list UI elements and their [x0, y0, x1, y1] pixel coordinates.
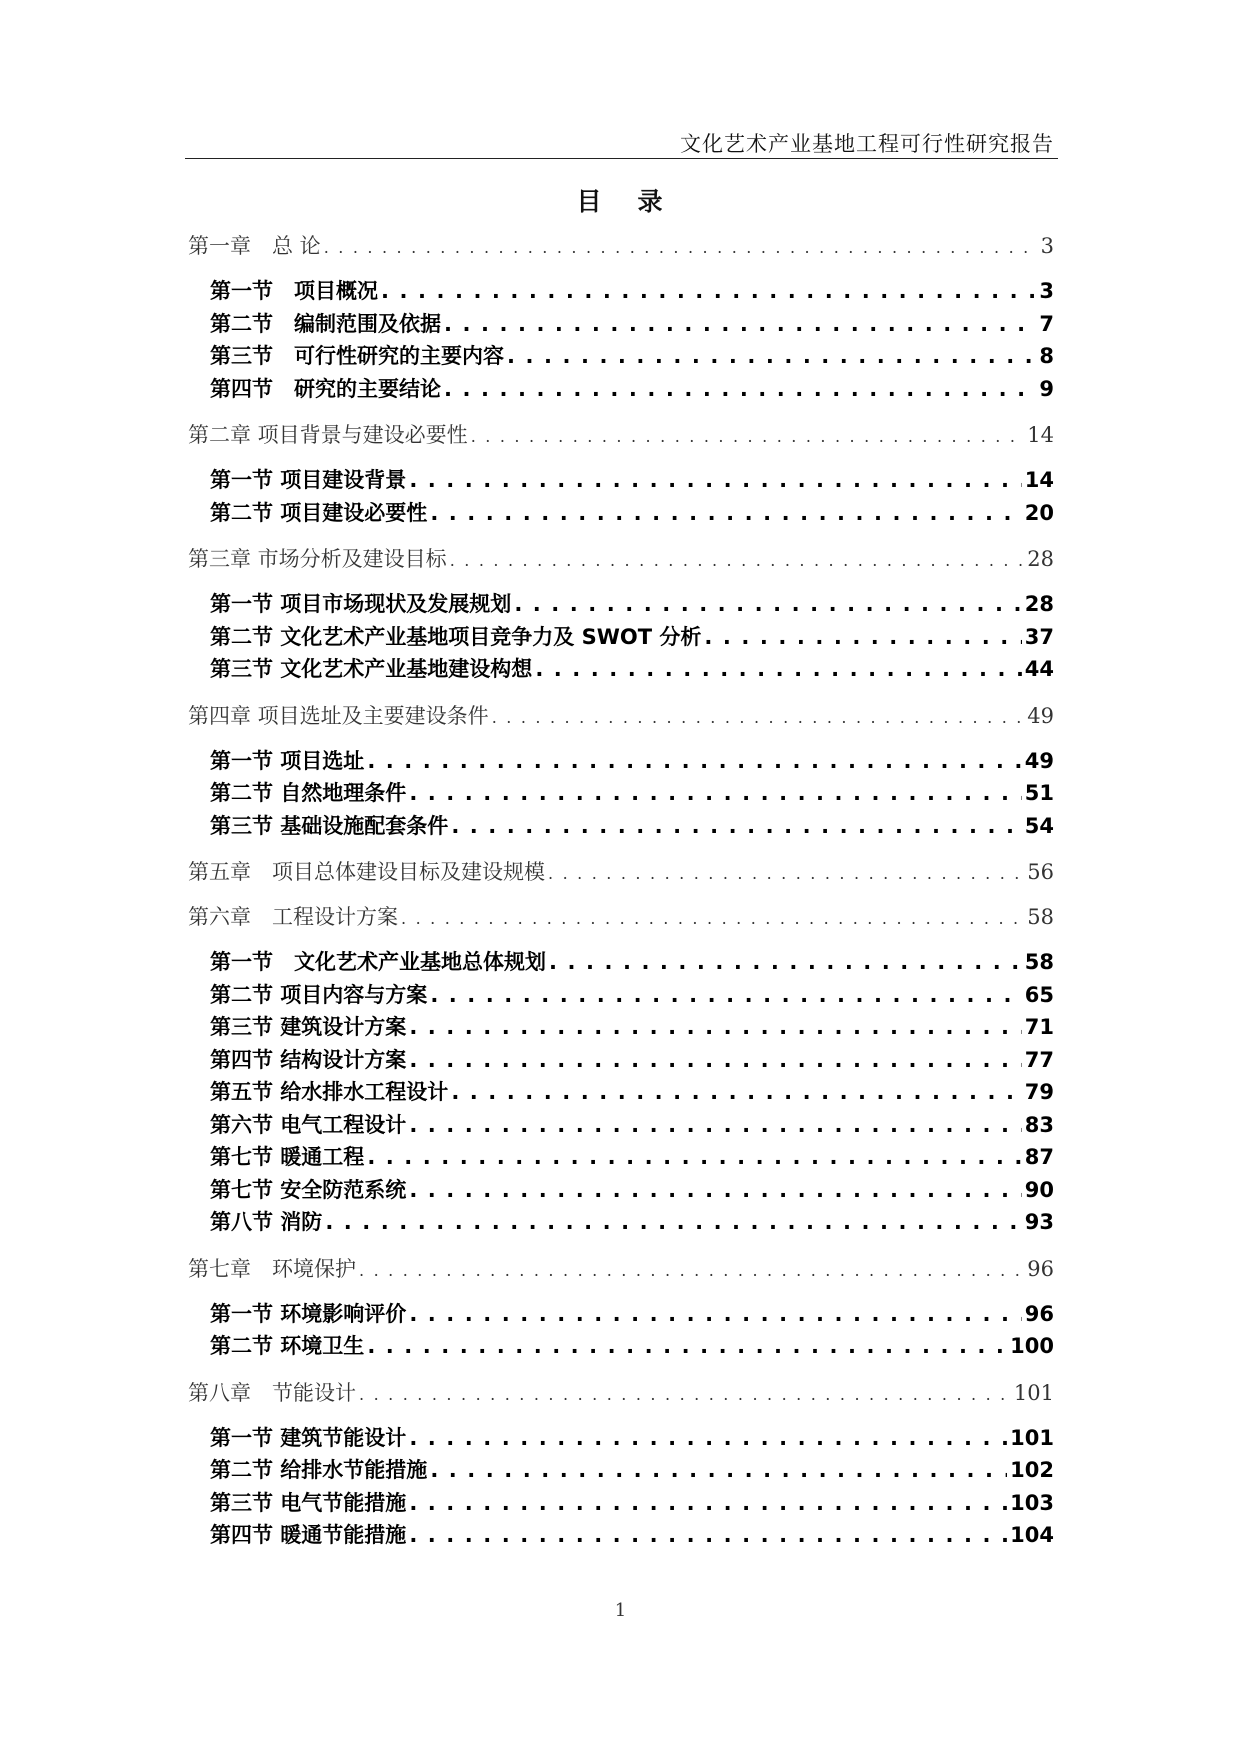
toc-entry-label: 第六章 工程设计方案 — [188, 905, 398, 929]
toc-entry-page: 58 — [1027, 905, 1054, 929]
toc-section-entry[interactable] — [188, 1422, 1054, 1455]
dot-leader — [324, 231, 1037, 264]
dot-leader — [471, 420, 1025, 453]
toc-section-entry[interactable] — [188, 588, 1054, 621]
dot-leader — [549, 946, 1022, 979]
dot-leader — [548, 857, 1024, 890]
toc-section-entry[interactable] — [188, 1330, 1054, 1363]
toc-entry-label: 第三节 文化艺术产业基地建设构想 — [210, 657, 533, 681]
toc-entry-label: 第八章 节能设计 — [188, 1380, 356, 1405]
toc-entry-page: 96 — [1027, 1256, 1054, 1281]
toc-entry-page: 14 — [1024, 468, 1054, 492]
toc-entry-page: 3 — [1040, 234, 1054, 258]
toc-entry-label: 第二节 项目内容与方案 — [210, 982, 428, 1007]
toc-entry-label: 第七章 环境保护 — [188, 1256, 356, 1281]
dot-leader — [367, 745, 1021, 778]
toc-chapter-entry[interactable] — [188, 419, 1054, 452]
toc-section-entry[interactable] — [188, 373, 1054, 406]
toc-entry-page: 83 — [1024, 1112, 1054, 1137]
toc-entry-page: 37 — [1024, 624, 1054, 649]
toc-section-entry[interactable] — [188, 979, 1054, 1012]
toc-chapter-entry[interactable] — [188, 543, 1054, 576]
toc-entry-page: 56 — [1027, 860, 1054, 884]
toc-section-entry[interactable] — [188, 1076, 1054, 1109]
toc-entry-label: 第一章 总 论 — [188, 234, 321, 258]
toc-entry-label: 第三节 基础设施配套条件 — [210, 813, 449, 838]
page-number: 1 — [614, 1600, 627, 1621]
toc-section-entry[interactable] — [188, 653, 1054, 686]
toc-entry-label: 第五章 项目总体建设目标及建设规模 — [188, 860, 545, 884]
dot-leader — [325, 1206, 1021, 1239]
toc-section-entry[interactable] — [188, 1454, 1054, 1487]
dot-leader — [444, 308, 1036, 341]
toc-chapter-entry[interactable] — [188, 1377, 1054, 1410]
toc-section-entry[interactable] — [188, 497, 1054, 530]
toc-section-entry[interactable] — [188, 1206, 1054, 1239]
dot-leader — [409, 1487, 1007, 1520]
dot-leader — [444, 373, 1036, 406]
toc-entry-page: 77 — [1024, 1047, 1054, 1072]
toc-section-entry[interactable] — [188, 275, 1054, 308]
dot-leader — [451, 810, 1021, 843]
toc-entry-label: 第一节 环境影响评价 — [210, 1301, 407, 1326]
toc-section-entry[interactable] — [188, 621, 1054, 654]
dot-leader — [409, 777, 1021, 810]
dot-leader — [409, 1044, 1021, 1077]
toc-entry-label: 第二章 项目背景与建设必要性 — [188, 423, 468, 447]
toc-entry-page: 28 — [1024, 592, 1054, 616]
toc-entry-label: 第六节 电气工程设计 — [210, 1112, 407, 1137]
toc-section-entry[interactable] — [188, 1044, 1054, 1077]
toc-section-entry[interactable] — [188, 1109, 1054, 1142]
dot-leader — [359, 1254, 1024, 1287]
toc-entry-page: 49 — [1027, 703, 1054, 728]
toc-entry-label: 第三节 可行性研究的主要内容 — [210, 344, 504, 368]
toc-entry-label: 第二节 编制范围及依据 — [210, 311, 441, 336]
dot-leader — [409, 1422, 1007, 1455]
dot-leader — [514, 588, 1021, 621]
toc-entry-label: 第一节 建筑节能设计 — [210, 1425, 407, 1450]
toc-section-entry[interactable] — [188, 1011, 1054, 1044]
toc-entry-label: 第二节 项目建设必要性 — [210, 500, 428, 525]
toc-entry-label: 第四节 结构设计方案 — [210, 1047, 407, 1072]
toc-entry-page: 87 — [1024, 1145, 1054, 1169]
dot-leader — [451, 1076, 1021, 1109]
toc-entry-label: 第二节 环境卫生 — [210, 1334, 365, 1358]
dot-leader — [507, 340, 1036, 373]
toc-entry-label: 第二节 自然地理条件 — [210, 781, 407, 805]
dot-leader — [409, 1519, 1007, 1552]
dot-leader — [409, 1174, 1021, 1207]
toc-entry-label: 第二节 文化艺术产业基地项目竞争力及 SWOT 分析 — [210, 624, 702, 649]
toc-entry-page: 54 — [1024, 813, 1054, 838]
dot-leader — [430, 1454, 1007, 1487]
table-of-contents — [188, 226, 1054, 1552]
toc-entry-page: 58 — [1024, 950, 1054, 974]
dot-leader — [492, 701, 1025, 734]
toc-entry-label: 第三节 建筑设计方案 — [210, 1015, 407, 1039]
toc-entry-label: 第四章 项目选址及主要建设条件 — [188, 703, 489, 728]
toc-section-entry[interactable] — [188, 464, 1054, 497]
page-header — [185, 128, 1058, 159]
toc-section-entry[interactable] — [188, 1519, 1054, 1552]
toc-entry-label: 第一节 项目概况 — [210, 279, 378, 303]
toc-entry-page: 49 — [1024, 748, 1054, 773]
toc-entry-label: 第一节 项目市场现状及发展规划 — [210, 592, 512, 616]
dot-leader — [450, 544, 1025, 577]
toc-entry-page: 90 — [1024, 1177, 1054, 1202]
toc-entry-label: 第五节 给水排水工程设计 — [210, 1080, 449, 1104]
toc-heading-char-2: 录 — [637, 187, 665, 216]
toc-section-entry[interactable] — [188, 745, 1054, 778]
toc-section-entry[interactable] — [188, 1487, 1054, 1520]
toc-section-entry[interactable] — [188, 946, 1054, 979]
toc-entry-page: 28 — [1027, 547, 1054, 571]
toc-entry-label: 第一节 项目建设背景 — [210, 468, 407, 492]
toc-chapter-entry[interactable] — [188, 700, 1054, 733]
toc-chapter-entry[interactable] — [188, 1253, 1054, 1286]
toc-entry-page: 100 — [1010, 1334, 1054, 1358]
dot-leader — [381, 275, 1036, 308]
toc-entry-label: 第一节 项目选址 — [210, 748, 365, 773]
dot-leader — [401, 902, 1024, 935]
toc-entry-label: 第三节 电气节能措施 — [210, 1490, 407, 1515]
toc-entry-page: 51 — [1024, 781, 1054, 805]
toc-entry-page: 104 — [1010, 1523, 1054, 1547]
toc-entry-page: 71 — [1024, 1015, 1054, 1039]
toc-entry-page: 20 — [1024, 500, 1054, 525]
dot-leader — [367, 1330, 1007, 1363]
toc-section-entry[interactable] — [188, 308, 1054, 341]
toc-entry-page: 65 — [1024, 982, 1054, 1007]
toc-entry-page: 101 — [1013, 1380, 1054, 1405]
toc-section-entry[interactable] — [188, 1141, 1054, 1174]
toc-entry-label: 第二节 给排水节能措施 — [210, 1458, 428, 1482]
toc-entry-label: 第四节 研究的主要结论 — [210, 376, 441, 401]
toc-entry-page: 102 — [1010, 1458, 1054, 1482]
document-title: 文化艺术产业基地工程可行性研究报告 — [680, 132, 1054, 156]
toc-chapter-entry[interactable] — [188, 856, 1054, 889]
toc-entry-label: 第一节 文化艺术产业基地总体规划 — [210, 950, 546, 974]
toc-entry-label: 第三章 市场分析及建设目标 — [188, 547, 447, 571]
dot-leader — [409, 1109, 1021, 1142]
dot-leader — [359, 1378, 1011, 1411]
toc-heading — [0, 182, 1241, 218]
toc-entry-page: 93 — [1024, 1210, 1054, 1234]
toc-section-entry[interactable] — [188, 777, 1054, 810]
toc-entry-page: 96 — [1024, 1301, 1054, 1326]
toc-entry-page: 101 — [1010, 1425, 1054, 1450]
dot-leader — [367, 1141, 1021, 1174]
toc-section-entry[interactable] — [188, 810, 1054, 843]
toc-entry-page: 3 — [1039, 279, 1054, 303]
toc-entry-label: 第八节 消防 — [210, 1210, 323, 1234]
toc-entry-label: 第四节 暖通节能措施 — [210, 1523, 407, 1547]
toc-chapter-entry[interactable] — [188, 901, 1054, 934]
toc-entry-page: 9 — [1039, 376, 1054, 401]
toc-section-entry[interactable] — [188, 1298, 1054, 1331]
toc-entry-page: 79 — [1024, 1080, 1054, 1104]
toc-entry-page: 14 — [1027, 423, 1054, 447]
toc-entry-label: 第七节 暖通工程 — [210, 1145, 365, 1169]
toc-entry-page: 8 — [1039, 344, 1054, 368]
toc-section-entry[interactable] — [188, 340, 1054, 373]
dot-leader — [409, 1011, 1021, 1044]
toc-entry-label: 第七节 安全防范系统 — [210, 1177, 407, 1202]
dot-leader — [430, 979, 1021, 1012]
toc-chapter-entry[interactable] — [188, 230, 1054, 263]
dot-leader — [409, 464, 1021, 497]
toc-entry-page: 44 — [1024, 657, 1054, 681]
dot-leader — [704, 621, 1021, 654]
toc-entry-page: 7 — [1039, 311, 1054, 336]
dot-leader — [430, 497, 1021, 530]
toc-section-entry[interactable] — [188, 1174, 1054, 1207]
toc-entry-page: 103 — [1010, 1490, 1054, 1515]
dot-leader — [535, 653, 1021, 686]
toc-heading-char-1: 目 — [576, 187, 604, 216]
dot-leader — [409, 1298, 1021, 1331]
